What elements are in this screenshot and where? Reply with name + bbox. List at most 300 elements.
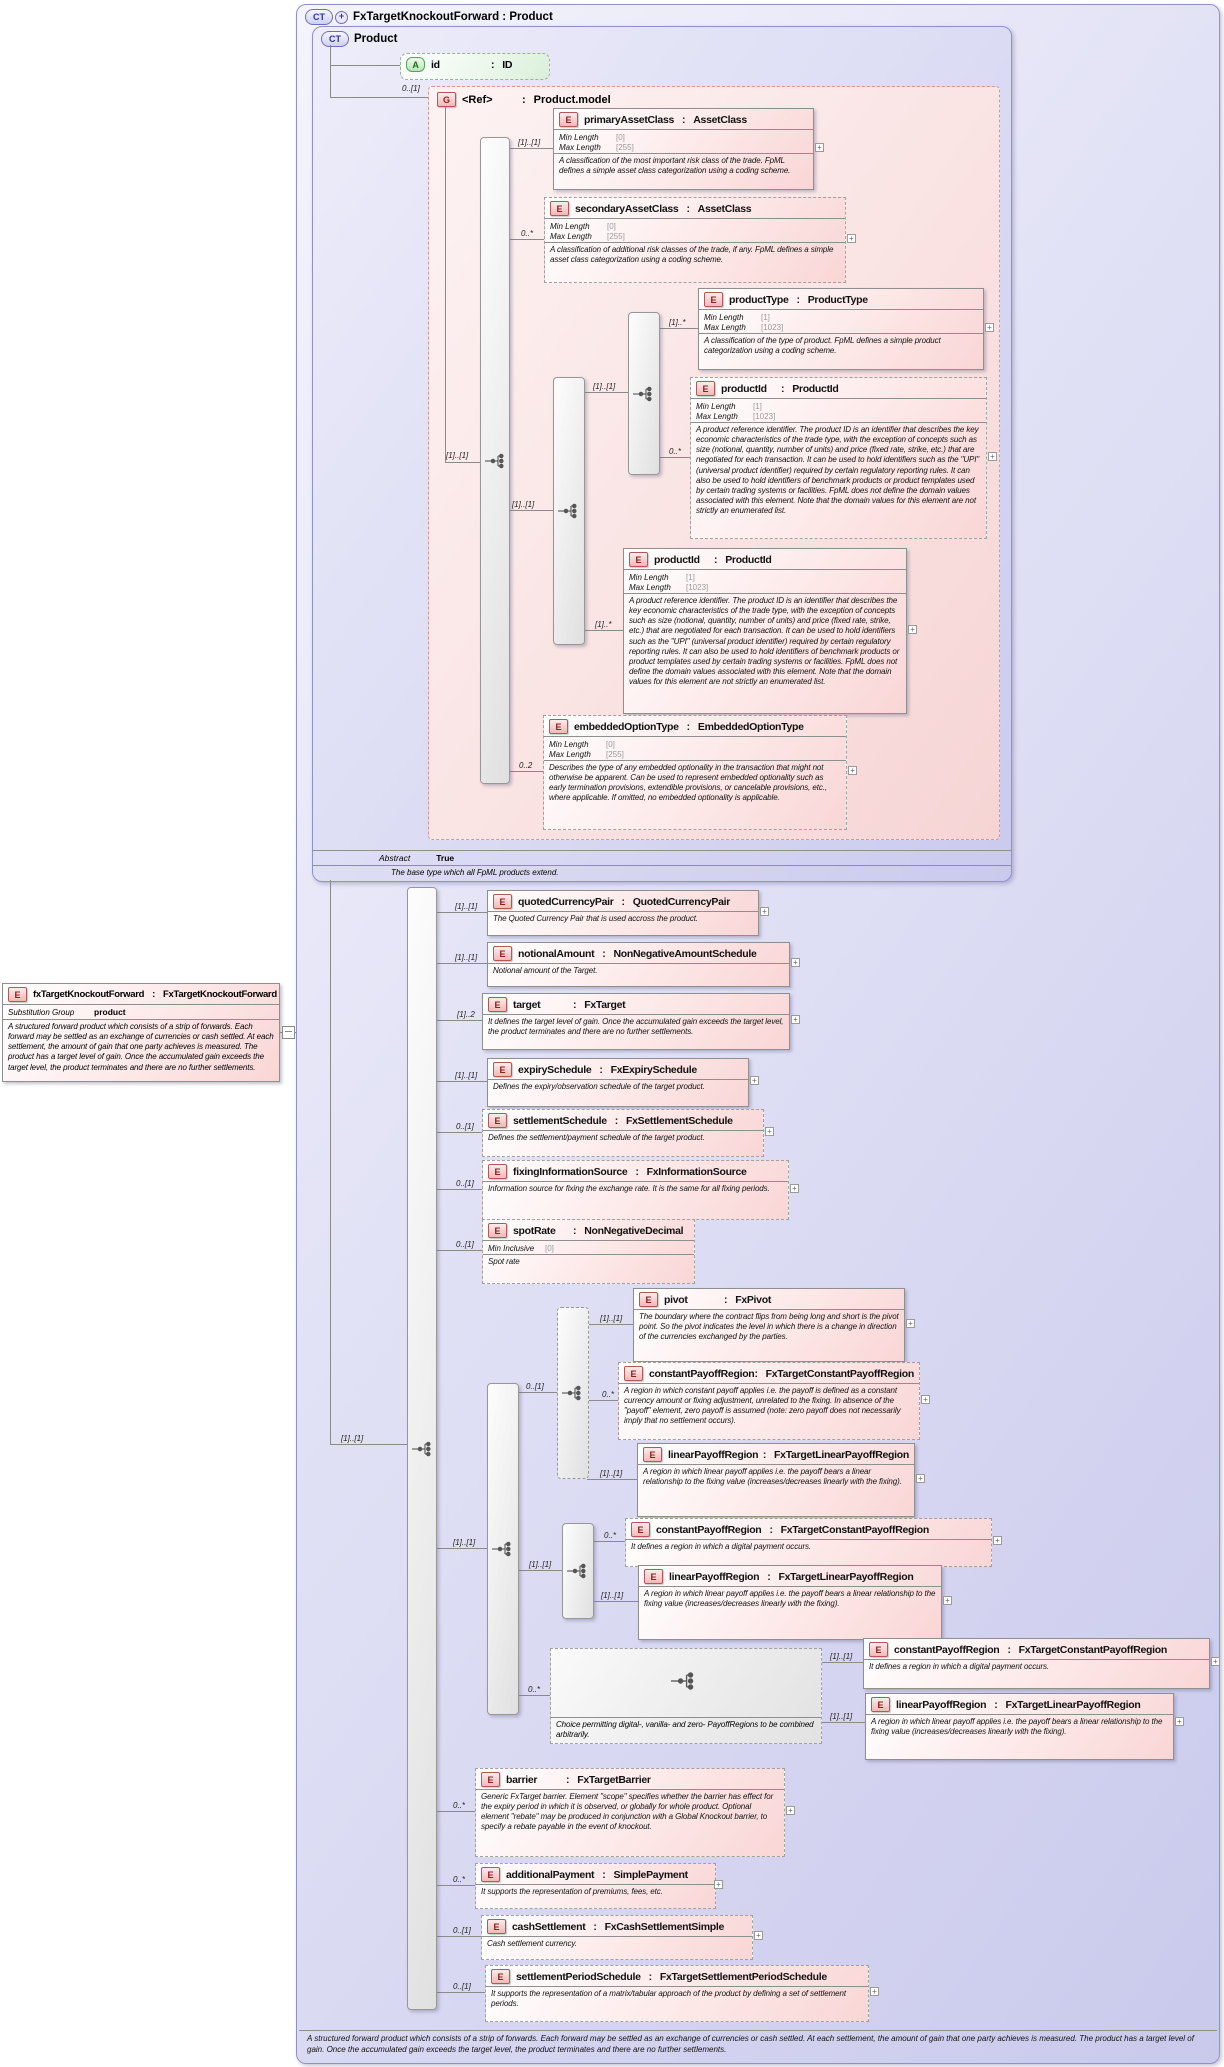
element-box-productId[interactable] — [623, 548, 907, 714]
connector-line — [587, 1479, 637, 1480]
connector-line — [435, 912, 487, 913]
type-separator: : — [491, 58, 495, 71]
sequence-icon — [567, 1563, 587, 1579]
facets — [544, 736, 846, 760]
occurrence-label: [1]..[1] — [830, 1652, 853, 1661]
facet-label: Max Length — [696, 411, 738, 421]
element-header — [691, 378, 986, 398]
element-icon: E — [550, 201, 569, 216]
sequence-icon — [633, 386, 653, 402]
element-type: AssetClass — [693, 113, 747, 126]
element-header — [619, 1363, 919, 1383]
element-box-constantPayoffRegion-1[interactable] — [618, 1362, 920, 1440]
occurrence-label: [1]..[1] — [518, 138, 541, 147]
substitution-group-label: Substitution Group — [8, 1007, 75, 1017]
element-name: quotedCurrencyPair — [518, 895, 614, 908]
element-type: FxInformationSource — [646, 1165, 747, 1178]
element-type: FxTargetBarrier — [577, 1773, 651, 1786]
type-separator: : — [769, 1523, 773, 1536]
element-name: settlementSchedule — [513, 1114, 607, 1127]
element-doc: It defines a region in which a digital payment occurs. — [626, 1539, 991, 1555]
type-separator: : — [635, 1165, 639, 1178]
facet-max-length — [549, 749, 841, 759]
occurrence-label: [1]..[1] — [529, 1560, 552, 1569]
element-type: FxTargetConstantPayoffRegion — [780, 1523, 929, 1536]
sequence-bar — [407, 887, 437, 2010]
occurrence-label: 0..* — [453, 1875, 466, 1884]
element-icon: E — [644, 1569, 663, 1584]
element-icon: E — [639, 1292, 658, 1307]
occurrence-label: [1]..* — [669, 318, 686, 327]
attribute-name: id — [431, 58, 440, 71]
occurrence-label: [1]..[1] — [453, 1538, 476, 1547]
connector-line — [517, 1695, 550, 1696]
facet-value: [1023] — [761, 322, 784, 332]
connector-line — [330, 880, 331, 1444]
connector-line — [330, 45, 331, 97]
connector-line — [435, 1020, 482, 1021]
element-doc: A region in which linear payoff applies i.e. the payoff bears a linear relationship to the fixing value (increases/decreases linearly with the fixing). — [639, 1586, 941, 1612]
connector-line — [435, 1936, 481, 1937]
element-doc: Defines the settlement/payment schedule of the target product. — [483, 1130, 763, 1146]
type-separator: : — [724, 1293, 728, 1306]
element-type: NonNegativeDecimal — [584, 1224, 684, 1237]
type-separator: : — [602, 947, 606, 960]
element-type: FxExpirySchedule — [610, 1063, 697, 1076]
element-icon: E — [488, 997, 507, 1012]
element-doc: The boundary where the contract flips from being long and short is the pivot point. So the pivot indicates the level in which there is a change in direction of the currencies exchanged by the parties. — [634, 1309, 904, 1345]
element-doc: A region in which constant payoff applies i.e. the payoff is defined as a constant currency amount or fixing adjustment, unrelated to the fixing. In absence of the "payoff" element, zero payoff is assumed (note: zero payoff does not necessarily imply that no settlement occurs). — [619, 1383, 919, 1430]
element-type: FxTarget — [584, 998, 626, 1011]
attribute-header — [401, 54, 549, 74]
element-name: productId — [721, 382, 767, 395]
element-box-linearPayoffRegion-1[interactable] — [637, 1443, 915, 1517]
connector-line — [435, 1885, 475, 1886]
group-icon: G — [437, 92, 456, 107]
element-box-embeddedOptionType[interactable] — [543, 715, 847, 830]
connector-line — [508, 510, 553, 511]
connector-line — [435, 1548, 487, 1549]
connector-line — [583, 392, 628, 393]
choice-icon — [558, 503, 578, 519]
element-icon: E — [549, 719, 568, 734]
facet-value: [0] — [607, 221, 616, 231]
element-box-productType[interactable] — [698, 288, 984, 370]
type-separator: : — [1007, 1643, 1011, 1656]
expand-icon[interactable]: + — [754, 1931, 763, 1940]
expand-icon[interactable]: + — [906, 1319, 915, 1328]
occurrence-label: 0..* — [521, 229, 534, 238]
connector-line — [508, 771, 543, 772]
element-box-constantPayoffRegion-2[interactable] — [625, 1518, 992, 1567]
expand-icon[interactable]: + — [916, 1474, 925, 1483]
type-separator: : — [152, 989, 156, 1000]
element-icon: E — [488, 1223, 507, 1238]
element-box-constantPayoffRegion-3[interactable] — [863, 1638, 1210, 1689]
expand-icon[interactable]: + — [988, 452, 997, 461]
group-type: Product.model — [533, 93, 611, 106]
facet-value: [1023] — [686, 582, 709, 592]
element-icon: E — [487, 1919, 506, 1934]
element-header — [626, 1519, 991, 1539]
element-header — [544, 716, 846, 736]
facet-value: [1] — [686, 572, 695, 582]
type-separator: : — [781, 382, 785, 395]
element-doc: A classification of the most important risk class of the trade. FpML defines a simple asset class categorization using a coding scheme. — [554, 153, 813, 179]
expand-icon[interactable]: + — [714, 1880, 723, 1889]
element-icon: E — [624, 1366, 643, 1381]
facet-value: [1] — [753, 401, 762, 411]
element-box-linearPayoffRegion-2[interactable] — [638, 1565, 942, 1640]
facet-value: [255] — [606, 749, 624, 759]
facet-max-length — [704, 322, 978, 332]
element-doc: The Quoted Currency Pair that is used accross the product. — [488, 911, 758, 927]
element-type: FxTargetLinearPayoffRegion — [774, 1448, 909, 1461]
occurrence-label: 0..[1] — [456, 1179, 474, 1188]
type-separator: : — [796, 293, 800, 306]
occurrence-label: [1]..[1] — [455, 902, 478, 911]
occurrence-label: 0..[1] — [526, 1382, 544, 1391]
expand-icon[interactable]: + — [848, 766, 857, 775]
connector-line — [435, 1250, 482, 1251]
expand-icon[interactable]: + — [790, 1184, 799, 1193]
element-icon: E — [869, 1642, 888, 1657]
facets — [691, 398, 986, 422]
facet-value: [1] — [761, 312, 770, 322]
element-name: fxTargetKnockoutForward — [33, 989, 145, 1000]
element-box-secondaryAssetClass[interactable] — [544, 197, 846, 283]
connector-line — [508, 239, 544, 240]
facet-label: Max Length — [550, 231, 592, 241]
element-icon: E — [481, 1867, 500, 1882]
connector-line — [435, 1189, 482, 1190]
facet-label: Max Length — [559, 142, 601, 152]
occurrence-label: 0..2 — [519, 761, 533, 770]
element-box-additionalPayment[interactable] — [475, 1863, 716, 1909]
element-name: expirySchedule — [518, 1063, 592, 1076]
facet-min-length — [559, 132, 808, 142]
element-type: QuotedCurrencyPair — [632, 895, 731, 908]
element-type: SimplePayment — [613, 1868, 688, 1881]
element-icon: E — [488, 1113, 507, 1128]
occurrence-label: 0..* — [528, 1685, 541, 1694]
element-doc: Spot rate — [483, 1254, 694, 1270]
substitution-group-value: product — [94, 1007, 126, 1017]
facet-label: Max Length — [704, 322, 746, 332]
element-type: ProductId — [792, 382, 839, 395]
choice-group-box[interactable] — [550, 1648, 822, 1744]
element-doc: Describes the type of any embedded optionality in the transaction that might not otherwise be apparent. Can be used to represent embedded optionality such as early termination provisions, extendible provisions, or cancelable provisions, etc., where applicable. If omitted, no embedded optionality is applicable. — [544, 760, 846, 807]
expand-icon[interactable]: + — [870, 1987, 879, 1996]
element-icon: E — [8, 987, 27, 1002]
element-header — [866, 1694, 1173, 1714]
element-header — [3, 984, 279, 1004]
element-header — [638, 1444, 914, 1464]
element-icon: E — [629, 552, 648, 567]
element-type: FxCashSettlementSimple — [604, 1920, 725, 1933]
occurrence-label: [1]..[1] — [512, 500, 535, 509]
element-type: FxTargetSettlementPeriodSchedule — [659, 1970, 827, 1983]
facet-label: Min Length — [629, 572, 669, 582]
basetype-footer — [313, 850, 1011, 881]
connector-line — [517, 1570, 562, 1571]
element-header — [634, 1289, 904, 1309]
occurrence-label: [1]..[1] — [455, 1071, 478, 1080]
element-doc: Information source for fixing the exchange rate. It is the same for all fixing periods. — [483, 1181, 788, 1197]
facet-value: [255] — [607, 231, 625, 241]
element-header — [864, 1639, 1209, 1659]
occurrence-label: 0..* — [602, 1390, 615, 1399]
type-separator: : — [682, 113, 686, 126]
facets — [699, 309, 983, 333]
facet-value: [1023] — [753, 411, 776, 421]
complextype-icon: CT — [321, 31, 349, 47]
facet-label: Max Length — [549, 749, 591, 759]
connector-line — [435, 963, 487, 964]
element-box-linearPayoffRegion-3[interactable] — [865, 1693, 1174, 1760]
occurrence-label: [1]..* — [595, 620, 612, 629]
substitution-group-row — [3, 1004, 279, 1019]
expand-icon[interactable]: + — [791, 1015, 800, 1024]
attribute-icon: A — [406, 57, 425, 72]
expand-icon[interactable]: + — [760, 907, 769, 916]
facet-min-length — [629, 572, 901, 582]
occurrence-label: 0..[1] — [402, 84, 420, 93]
type-separator: : — [621, 895, 625, 908]
type-separator: : — [566, 1773, 570, 1786]
expand-icon[interactable]: + — [1211, 1657, 1220, 1666]
element-name: linearPayoffRegion — [669, 1570, 760, 1583]
occurrence-label: 0..[1] — [456, 1122, 474, 1131]
sequence-icon — [492, 1541, 512, 1557]
attribute-id-box[interactable] — [400, 53, 550, 80]
connector-line — [435, 1132, 482, 1133]
element-box-barrier[interactable] — [475, 1768, 785, 1857]
element-doc: A product reference identifier. The product ID is an identifier that describes the key economic characteristics of the trade type, with the exception of concepts such as size (notional, quantity, number of units) and price (fixed rate, strike, etc.) that are negotiated for each transaction. It can be used to hold identifiers such as the "UPI" (universal product identifier) required by certain regulatory reporting rules. It can also be used to hold identifiers of benchmark products or product templates used by certain trading systems or facilities. FpML does not define the domain values associated with this element. Note that the domain values for this element are not strictly an enumerated list. — [624, 593, 906, 690]
expand-icon[interactable]: + — [943, 1596, 952, 1605]
element-type: ProductId — [725, 553, 772, 566]
facet-value: [0] — [616, 132, 625, 142]
element-name: linearPayoffRegion — [896, 1698, 987, 1711]
connector-line — [587, 1324, 633, 1325]
element-icon: E — [631, 1522, 650, 1537]
element-name: fixingInformationSource — [513, 1165, 628, 1178]
group-name: <Ref> — [462, 93, 493, 106]
expand-icon[interactable]: + — [750, 1076, 759, 1085]
occurrence-label: 0..[1] — [453, 1982, 471, 1991]
sequence-bar — [480, 137, 510, 784]
element-header — [639, 1566, 941, 1586]
element-box-productId-optional[interactable] — [690, 377, 987, 539]
element-type: NonNegativeAmountSchedule — [613, 947, 757, 960]
facet-value: [255] — [616, 142, 634, 152]
occurrence-label: 0..* — [453, 1801, 466, 1810]
element-name: constantPayoffRegion — [656, 1523, 762, 1536]
element-type: AssetClass — [697, 202, 752, 215]
facet-min-length — [549, 739, 841, 749]
type-separator: : — [686, 720, 690, 733]
facet-label: Min Length — [696, 401, 736, 411]
element-type: FxSettlementSchedule — [626, 1114, 733, 1127]
element-header — [483, 1220, 694, 1240]
element-type: FxTargetLinearPayoffRegion — [778, 1570, 914, 1583]
facets — [624, 569, 906, 593]
element-box-expirySchedule[interactable] — [487, 1058, 749, 1107]
type-separator: : — [754, 1367, 758, 1380]
complextype-icon: CT — [305, 9, 333, 25]
connector-line — [820, 1662, 863, 1663]
occurrence-label: [1]..[1] — [830, 1712, 853, 1721]
optional-sequence-bar — [557, 1307, 589, 1479]
type-separator: : — [573, 1224, 577, 1237]
type-separator: : — [994, 1698, 998, 1711]
type-separator: : — [602, 1868, 606, 1881]
element-icon: E — [704, 292, 723, 307]
type-separator: : — [686, 202, 690, 215]
connector-line — [435, 1811, 475, 1812]
facet-min-length — [704, 312, 978, 322]
occurrence-label: [1]..[1] — [600, 1469, 623, 1478]
element-name: spotRate — [513, 1224, 556, 1237]
connector-line — [330, 65, 400, 66]
complextype-title: FxTargetKnockoutForward : Product — [353, 11, 553, 23]
element-box-settlementPeriodSchedule[interactable] — [485, 1965, 869, 2022]
facets — [483, 1240, 694, 1254]
occurrence-label: 0..* — [604, 1531, 617, 1540]
element-doc: Notional amount of the Target. — [488, 963, 789, 979]
element-name: productType — [729, 293, 789, 306]
element-type: FxTargetLinearPayoffRegion — [1005, 1698, 1141, 1711]
element-icon: E — [491, 1969, 510, 1984]
facets — [545, 218, 845, 242]
complextype-annotation: A structured forward product which consists of a strip of forwards. Each forward may be settled as an exchange of currencies or cash settled. At each settlement, the amount of gain that one party achieves is measured. The product has a target level of gain. Once the accumulated gain exceeds the target level, the product terminates and there are no further settlements. — [299, 2030, 1217, 2061]
element-name: constantPayoffRegion — [649, 1367, 755, 1380]
facet-max-length — [550, 231, 840, 241]
sequence-bar — [562, 1523, 594, 1619]
connector-line — [820, 1722, 865, 1723]
facet-min-length — [696, 401, 981, 411]
expand-icon[interactable]: + — [765, 1127, 774, 1136]
element-header — [476, 1769, 784, 1789]
connector-line — [330, 1444, 407, 1445]
element-name: notionalAmount — [518, 947, 595, 960]
element-icon: E — [493, 946, 512, 961]
element-box-cashSettlement[interactable] — [481, 1915, 753, 1960]
element-doc: A structured forward product which consists of a strip of forwards. Each forward may be settled as an exchange of currencies or cash settled. At each settlement, the amount of gain that one party achieves is measured. The product has a target level of gain. Once the accumulated gain exceeds the target level, the product terminates and there are no further settlements. — [3, 1019, 279, 1076]
element-header — [482, 1916, 752, 1936]
occurrence-label: [1]..[1] — [341, 1434, 364, 1443]
element-type: EmbeddedOptionType — [697, 720, 804, 733]
basetype-title: Product — [354, 33, 398, 45]
type-reference-icon — [282, 1026, 295, 1039]
facet-max-length — [629, 582, 901, 592]
element-box-target[interactable] — [482, 993, 790, 1050]
connector-line — [658, 457, 690, 458]
element-icon: E — [493, 894, 512, 909]
element-header — [624, 549, 906, 569]
element-box-notionalAmount[interactable] — [487, 942, 790, 987]
occurrence-label: 0..* — [669, 447, 682, 456]
element-doc: A product reference identifier. The product ID is an identifier that describes the key economic characteristics of the trade type, with the exception of concepts such as size (notional, quantity, number of units) and price (fixed rate, strike, etc.) that are negotiated for each transaction. It can be used to hold identifiers such as the "UPI" (universal product identifier) required by certain regulatory reporting rules. It can also be used to hold identifiers of benchmark products or product templates used by certain trading systems or facilities. FpML does not define the domain values associated with this element. Note that the domain values for this element are not strictly an enumerated list. — [691, 422, 986, 519]
facet-label: Min Length — [550, 221, 590, 231]
occurrence-label: [1]..[1] — [600, 1314, 623, 1323]
element-name: barrier — [506, 1773, 538, 1786]
element-box-fxTargetKnockoutForward-global[interactable] — [2, 983, 280, 1082]
element-name: embeddedOptionType — [574, 720, 679, 733]
connector-line — [592, 1601, 638, 1602]
extension-badge-icon: + — [335, 11, 348, 24]
choice-icon — [671, 1671, 695, 1691]
connector-line — [445, 107, 446, 462]
occurrence-label: [1]..[1] — [593, 382, 616, 391]
occurrence-label: [1]..[1] — [601, 1591, 624, 1600]
facets — [554, 129, 813, 153]
occurrence-label: [1]..[1] — [446, 451, 469, 460]
connector-line — [583, 630, 623, 631]
element-name: constantPayoffRegion — [894, 1643, 1000, 1656]
element-name: productId — [654, 553, 700, 566]
element-box-settlementSchedule[interactable] — [482, 1109, 764, 1157]
expand-icon[interactable]: + — [921, 1395, 930, 1404]
expand-icon[interactable]: + — [786, 1806, 795, 1815]
element-type: FxTargetKnockoutForward — [163, 989, 277, 1000]
facet-value: [0] — [606, 739, 615, 749]
element-name: target — [513, 998, 541, 1011]
element-icon: E — [488, 1164, 507, 1179]
element-header — [699, 289, 983, 309]
expand-icon[interactable]: + — [985, 323, 994, 332]
expand-icon[interactable]: + — [908, 625, 917, 634]
element-doc: A classification of the type of product. FpML defines a simple product categorization using a coding scheme. — [699, 333, 983, 359]
element-box-quotedCurrencyPair[interactable] — [487, 890, 759, 936]
connector-line — [587, 1400, 618, 1401]
element-name: additionalPayment — [506, 1868, 595, 1881]
connector-line — [330, 97, 428, 98]
expand-icon[interactable]: + — [791, 958, 800, 967]
element-box-spotRate[interactable] — [482, 1219, 695, 1284]
element-header — [488, 943, 789, 963]
expand-icon[interactable]: + — [1175, 1717, 1184, 1726]
type-separator: : — [614, 1114, 618, 1127]
type-separator: : — [648, 1970, 652, 1983]
element-box-primaryAssetClass[interactable] — [553, 108, 814, 190]
facet-label: Min Inclusive — [488, 1243, 535, 1253]
element-type: ProductType — [807, 293, 868, 306]
expand-icon[interactable]: + — [993, 1536, 1002, 1545]
sequence-icon — [485, 453, 505, 469]
element-name: linearPayoffRegion — [668, 1448, 759, 1461]
type-separator: : — [599, 1063, 603, 1076]
facet-min-length — [550, 221, 840, 231]
expand-icon[interactable]: + — [847, 234, 856, 243]
element-doc: Cash settlement currency. — [482, 1936, 752, 1952]
basetype-header — [313, 27, 1011, 51]
element-header — [486, 1966, 868, 1986]
facet-value: [0] — [545, 1243, 554, 1253]
connector-line — [435, 1992, 485, 1993]
element-icon: E — [643, 1447, 662, 1462]
expand-icon[interactable]: + — [815, 143, 824, 152]
abstract-row — [313, 850, 1011, 866]
abstract-label: Abstract — [379, 853, 411, 863]
sequence-icon — [412, 1441, 432, 1457]
element-box-fixingInformationSource[interactable] — [482, 1160, 789, 1220]
connector-line — [435, 1081, 487, 1082]
element-doc: A region in which linear payoff applies i.e. the payoff bears a linear relationship to the fixing value (increases/decreases linearly with the fixing). — [866, 1714, 1173, 1740]
sequence-bar — [628, 312, 660, 475]
connector-line — [658, 328, 698, 329]
element-box-pivot[interactable] — [633, 1288, 905, 1362]
